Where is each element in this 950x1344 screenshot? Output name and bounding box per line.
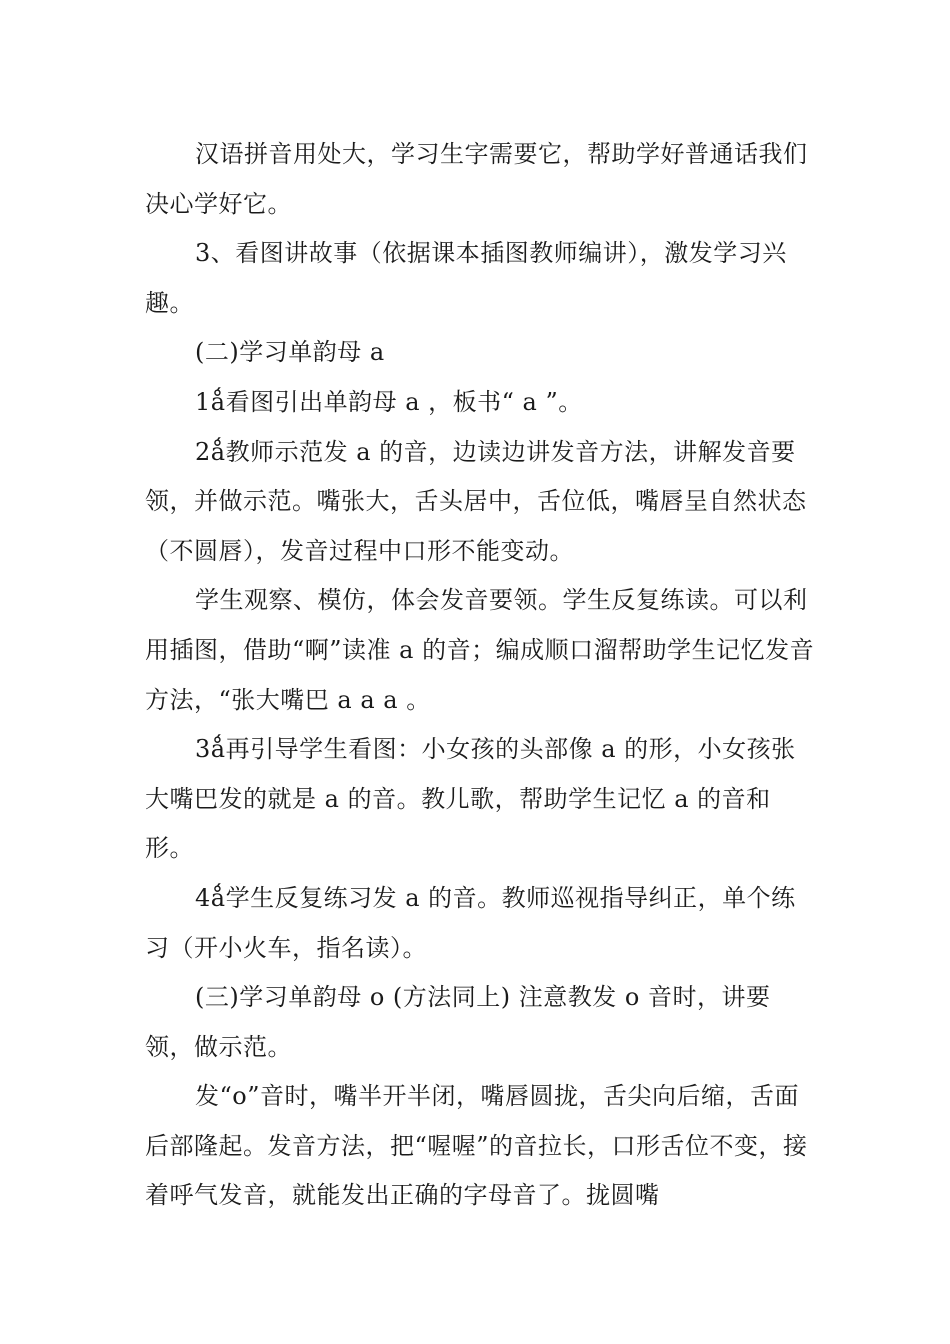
paragraph-step-2: 2ǻ教师示范发 a 的音，边读边讲发音方法，讲解发音要领，并做示范。嘴张大，舌头居中，舌位低，嘴唇呈自然状态（不圆唇），发音过程中口形不能变动。 xyxy=(145,437,807,565)
paragraph-pinyin-rhyme: 汉语拼音用处大，学习生字需要它，帮助学好普通话我们决心学好它。 xyxy=(145,140,808,218)
paragraph-student-practice: 学生观察、模仿，体会发音要领。学生反复练读。可以利用插图，借助“啊”读准 a 的音；编成顺口溜帮助学生记忆发音方法，“张大嘴巴 a a a 。 xyxy=(145,586,815,714)
document-body xyxy=(145,130,815,1221)
paragraph-o-pronunciation: 发“o”音时，嘴半开半闭，嘴唇圆拢，舌尖向后缩，舌面后部隆起。发音方法，把“喔喔”的音拉长，口形舌位不变，接着呼气发音，就能发出正确的字母音了。拢圆嘴 xyxy=(145,1082,808,1210)
paragraph-step-3: 3ǻ再引导学生看图：小女孩的头部像 a 的形，小女孩张大嘴巴发的就是 a 的音。教儿歌，帮助学生记忆 a 的音和形。 xyxy=(145,735,796,863)
paragraph-story-step: 3、看图讲故事（依据课本插图教师编讲），激发学习兴趣。 xyxy=(145,239,787,317)
paragraph-step-4: 4ǻ学生反复练习发 a 的音。教师巡视指导纠正，单个练习（开小火车，指名读）。 xyxy=(145,883,796,962)
paragraph-step-1: 1ǻ看图引出单韵母 a ，板书“ a ”。 xyxy=(195,387,583,416)
section-heading-a: (二)学习单韵母 a xyxy=(195,338,385,367)
section-heading-o: (三)学习单韵母 o (方法同上) 注意教发 o 音时，讲要领，做示范。 xyxy=(145,983,771,1061)
